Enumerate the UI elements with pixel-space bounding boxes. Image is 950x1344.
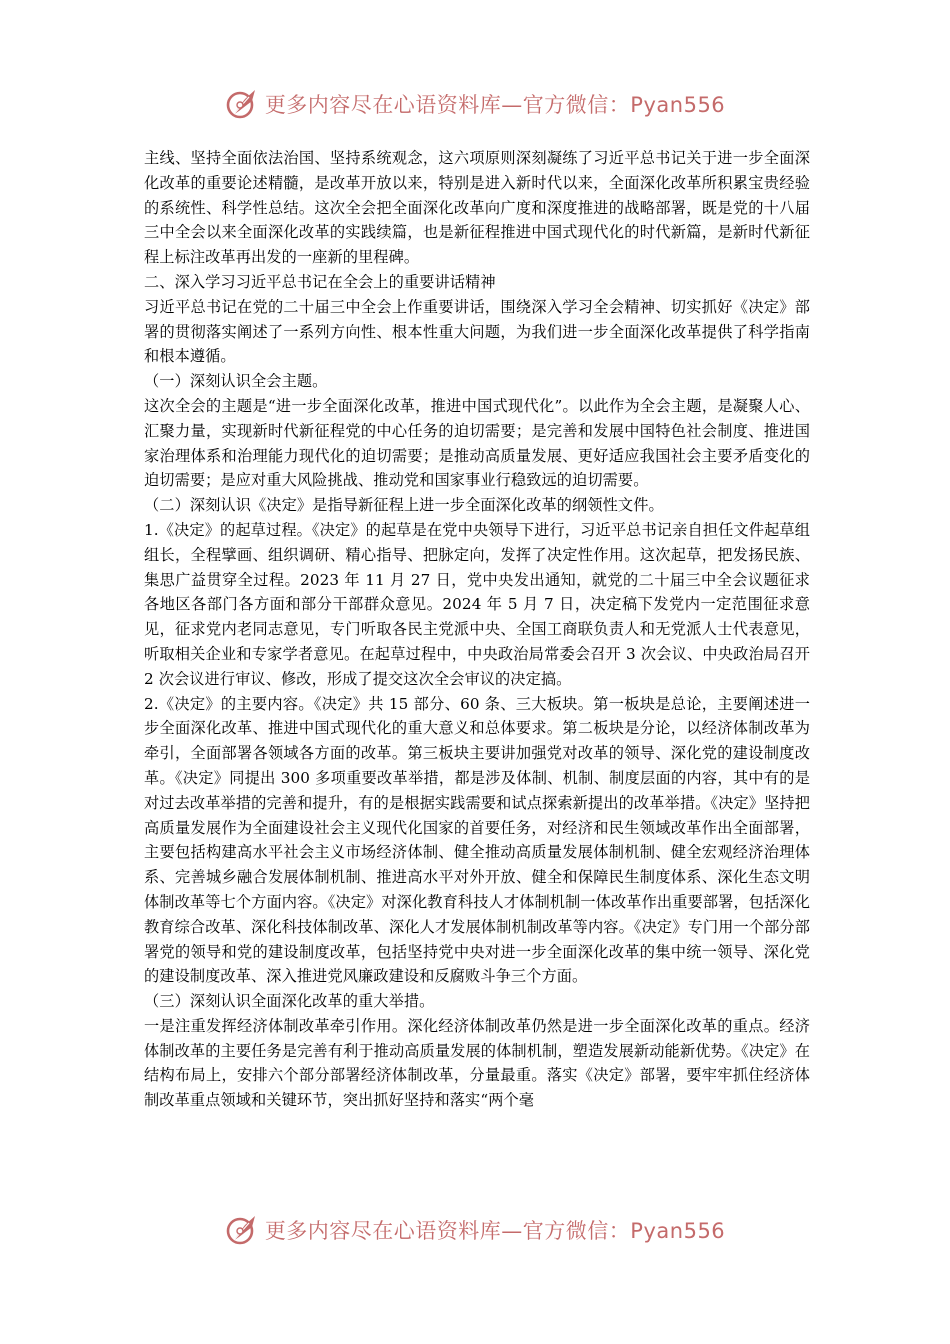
section-heading-2: 二、深入学习习近平总书记在全会上的重要讲话精神 [144,272,496,291]
paragraph-theme: 这次全会的主题是“进一步全面深化改革，推进中国式现代化”。以此作为全会主题，是凝聚人心、汇聚力量，实现新时代新征程党的中心任务的迫切需要；是完善和发展中国特色社会制度、推进国家治理体系和治理能力现代化的迫切需要；是推动高质量发展、更好适应我国社会主要矛盾变化的迫切需要；是应对重大风险挑战、推动党和国家事业行稳致远的迫切需要。 [144,396,810,490]
header-banner-text: 更多内容尽在心语资料库—官方微信：Pyan556 [264,93,726,117]
subheading-1: （一）深刻认识全会主题。 [144,372,328,391]
footer-banner-text: 更多内容尽在心语资料库—官方微信：Pyan556 [264,1219,726,1243]
quill-pen-logo-icon [225,87,259,121]
paragraph-drafting-process: 1.《决定》的起草过程。《决定》的起草是在党中央领导下进行，习近平总书记亲自担任文件起草组组长，全程擘画、组织调研、精心指导、把脉定向，发挥了决定性作用。这次起草，把发扬民族、集思广益贯穿全过程。2023 年 11 月 27 日，党中央发出通知，就党的二十届三中全会议题征求各地区各部门各方面和部分干部群众意见。2024 年 5 月 7 日，决定稿下发党内一定范围征求意见，征求党内老同志意见，专门听取各民主党派中央、全国工商联负责人和无党派人士代表意见，听取相关企业和专家学者意见。在起草过程中，中央政治局常委会召开 3 次会议、中央政治局召开 2 次会议进行审议、修改，形成了提交这次全会审议的决定搞。 [144,520,810,688]
paragraph-economic-reform: 一是注重发挥经济体制改革牵引作用。深化经济体制改革仍然是进一步全面深化改革的重点。经济体制改革的主要任务是完善有利于推动高质量发展的体制机制，塑造发展新动能新优势。《决定》在结构布局上，安排六个部分部署经济体制改革，分量最重。落实《决定》部署，要牢牢抓住经济体制改革重点领域和关键环节，突出抓好坚持和落实“两个毫 [144,1016,810,1110]
subheading-3: （三）深刻认识全面深化改革的重大举措。 [144,992,435,1011]
footer-banner [0,1210,950,1250]
subheading-2: （二）深刻认识《决定》是指导新征程上进一步全面深化改革的纲领性文件。 [144,496,664,515]
header-banner [0,84,950,124]
document-body [144,146,810,1113]
paragraph-speech-intro: 习近平总书记在党的二十届三中全会上作重要讲话，围绕深入学习全会精神、切实抓好《决定》部署的贯彻落实阐述了一系列方向性、根本性重大问题，为我们进一步全面深化改革提供了科学指南和根本遵循。 [144,297,810,366]
quill-pen-logo-icon [225,1213,259,1247]
paragraph-principles-summary: 主线、坚持全面依法治国、坚持系统观念，这六项原则深刻凝练了习近平总书记关于进一步全面深化改革的重要论述精髓，是改革开放以来，特别是进入新时代以来，全面深化改革所积累宝贵经验的系统性、科学性总结。这次全会把全面深化改革向广度和深度推进的战略部署，既是党的十八届三中全会以来全面深化改革的实践续篇，也是新征程推进中国式现代化的时代新篇，是新时代新征程上标注改革再出发的一座新的里程碑。 [144,149,810,267]
paragraph-main-content: 2.《决定》的主要内容。《决定》共 15 部分、60 条、三大板块。第一板块是总论，主要阐述进一步全面深化改革、推进中国式现代化的重大意义和总体要求。第二板块是分论，以经济体制改革为牵引，全面部署各领域各方面的改革。第三板块主要讲加强党对改革的领导、深化党的建设制度改革。《决定》同提出 300 多项重要改革举措，都是涉及体制、机制、制度层面的内容，其中有的是对过去改革举措的完善和提升，有的是根据实践需要和试点探索新提出的改革举措。《决定》坚持把高质量发展作为全面建设社会主义现代化国家的首要任务，对经济和民生领域改革作出全面部署，主要包括构建高水平社会主义市场经济体制、健全推动高质量发展体制机制、健全宏观经济治理体系、完善城乡融合发展体制机制、推进高水平对外开放、健全和保障民生制度体系、深化生态文明体制改革等七个方面内容。《决定》对深化教育科技人才体制机制一体改革作出重要部署，包括深化教育综合改革、深化科技体制改革、深化人才发展体制机制改革等内容。《决定》专门用一个部分部署党的领导和党的建设制度改革，包括坚持党中央对进一步全面深化改革的集中统一领导、深化党的建设制度改革、深入推进党风廉政建设和反腐败斗争三个方面。 [144,694,810,986]
